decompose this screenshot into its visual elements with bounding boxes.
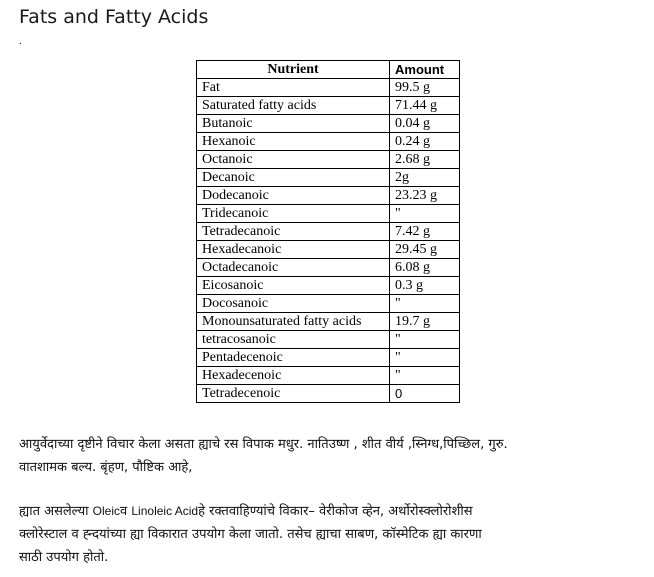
table-row [197, 97, 460, 115]
amount-cell: 6.08 g [390, 259, 460, 277]
nutrient-cell: Pentadecenoic [197, 349, 390, 367]
amount-cell: 0 [390, 385, 460, 403]
nutrient-cell: Fat [197, 79, 390, 97]
header-amount: Amount [390, 61, 460, 79]
amount-cell: 2g [390, 169, 460, 187]
nutrient-cell: Tetradecenoic [197, 385, 390, 403]
table-row [197, 295, 460, 313]
amount-cell: 7.42 g [390, 223, 460, 241]
amount-cell: 29.45 g [390, 241, 460, 259]
nutrient-cell: Octadecanoic [197, 259, 390, 277]
nutrient-cell: Butanoic [197, 115, 390, 133]
amount-cell: 99.5 g [390, 79, 460, 97]
ayurveda-paragraph [19, 433, 644, 479]
nutrient-cell: Monounsaturated fatty acids [197, 313, 390, 331]
table-row [197, 349, 460, 367]
table-row [197, 115, 460, 133]
nutrient-cell: Saturated fatty acids [197, 97, 390, 115]
amount-cell: 23.23 g [390, 187, 460, 205]
nutrient-cell: Hexadecanoic [197, 241, 390, 259]
table-row [197, 79, 460, 97]
health-paragraph [19, 500, 644, 569]
nutrient-table [196, 60, 460, 403]
table-row [197, 223, 460, 241]
amount-cell: 19.7 g [390, 313, 460, 331]
table-row [197, 187, 460, 205]
table-row [197, 313, 460, 331]
nutrient-cell: Tridecanoic [197, 205, 390, 223]
health-text-1: ह्यात असलेल्या [19, 504, 93, 519]
page-title: Fats and Fatty Acids [19, 6, 209, 28]
health-text-3: हे रक्तवाहिण्यांचे विकार– वेरीकोज व्हेन, अर्थोरोस्क्लोरोशीस [198, 504, 473, 519]
amount-cell: 71.44 g [390, 97, 460, 115]
table-row [197, 133, 460, 151]
table-row [197, 259, 460, 277]
table-row [197, 277, 460, 295]
amount-cell: 0.3 g [390, 277, 460, 295]
table-row [197, 241, 460, 259]
amount-cell: " [390, 205, 460, 223]
nutrient-cell: Dodecanoic [197, 187, 390, 205]
nutrient-cell: Octanoic [197, 151, 390, 169]
header-nutrient: Nutrient [197, 61, 390, 79]
amount-cell: " [390, 295, 460, 313]
table-row [197, 367, 460, 385]
nutrient-cell: Docosanoic [197, 295, 390, 313]
nutrient-cell: Decanoic [197, 169, 390, 187]
amount-cell: 2.68 g [390, 151, 460, 169]
health-text-2: व [120, 504, 132, 519]
nutrient-cell: Eicosanoic [197, 277, 390, 295]
health-line-1 [19, 500, 644, 523]
stray-dot: . [19, 36, 22, 47]
table-row [197, 151, 460, 169]
ayurveda-line-2: वातशामक बल्य. बृंहण, पौष्टिक आहे, [19, 460, 193, 475]
amount-cell: " [390, 349, 460, 367]
amount-cell: " [390, 367, 460, 385]
table-row [197, 169, 460, 187]
oleic-term: Oleic [92, 504, 120, 518]
health-line-3: साठी उपयोग होतो. [19, 550, 109, 565]
table-row [197, 385, 460, 403]
nutrient-cell: tetracosanoic [197, 331, 390, 349]
nutrient-cell: Hexadecenoic [197, 367, 390, 385]
amount-cell: " [390, 331, 460, 349]
health-line-2: क्लोरेस्टाल व ह्न्दयांच्या ह्या विकारात उपयोग केला जातो. तसेच ह्याचा साबण, कॉस्मेटिक ह्या कारणा [19, 527, 482, 542]
amount-cell: 0.04 g [390, 115, 460, 133]
amount-cell: 0.24 g [390, 133, 460, 151]
table-header-row [197, 61, 460, 79]
ayurveda-line-1: आयुर्वेदाच्या दृष्टीने विचार केला असता ह्याचे रस विपाक मधुर. नातिउष्ण , शीत वीर्य ,स्निग्ध,पिच्छिल, गुरु. [19, 437, 508, 452]
nutrient-cell: Hexanoic [197, 133, 390, 151]
linoleic-term: Linoleic Acid [131, 504, 199, 518]
nutrient-cell: Tetradecanoic [197, 223, 390, 241]
table-row [197, 331, 460, 349]
table-row [197, 205, 460, 223]
